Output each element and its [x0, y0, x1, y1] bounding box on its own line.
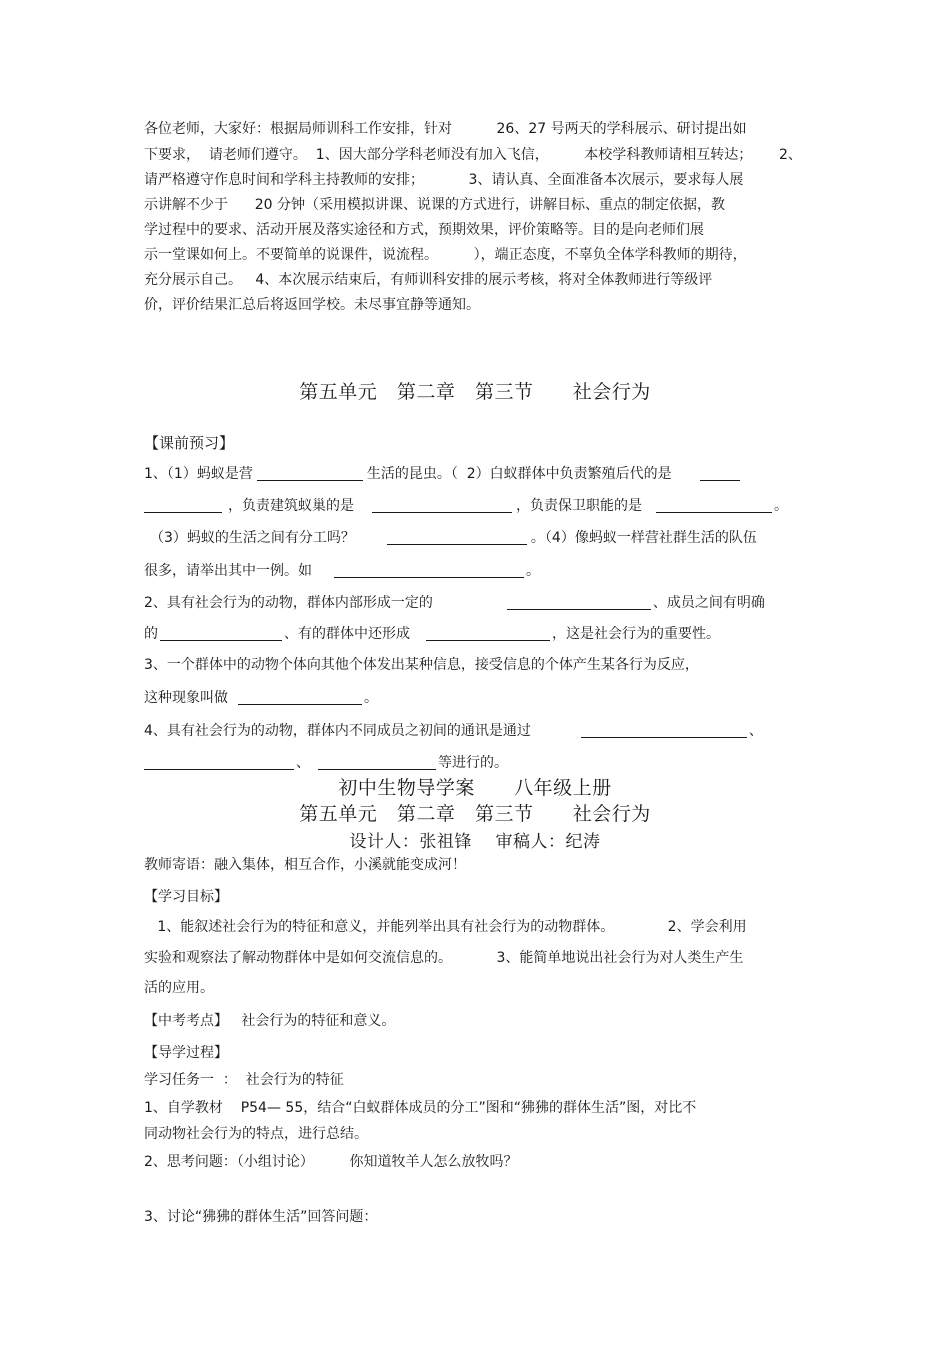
question-1-line-1	[144, 465, 740, 483]
q4-text-c: 、	[296, 755, 310, 771]
q4-text-d: 等进行的。	[438, 755, 508, 771]
q3-text-c: 。	[364, 690, 378, 706]
answer-blank[interactable]	[700, 466, 740, 481]
q1-text-i: 。	[526, 563, 540, 579]
answer-blank[interactable]	[334, 563, 524, 578]
task-1-item-1-cont: 同动物社会行为的特点，进行总结。	[144, 1126, 368, 1142]
q1-text-e: 。	[774, 498, 788, 514]
q2-text-c: 的	[144, 626, 158, 642]
preview-heading: 【课前预习】	[144, 434, 235, 452]
question-4-line-1	[144, 722, 763, 740]
notice-line-3: 请严格遵守作息时间和学科主持教师的安排； 3、请认真、全面准备本次展示，要求每人展	[144, 172, 744, 188]
exam-points: 【中考考点】 社会行为的特征和意义。	[144, 1013, 396, 1029]
answer-blank[interactable]	[144, 498, 222, 513]
book-title: 初中生物导学案 八年级上册	[338, 777, 612, 799]
lesson-title: 第五单元 第二章 第三节 社会行为	[299, 803, 651, 825]
q1-text-f: （3）蚂蚁的生活之间有分工吗？	[150, 530, 355, 546]
answer-blank[interactable]	[372, 498, 512, 513]
notice-line-7: 充分展示自己。 4、本次展示结束后，有师训科安排的展示考核，将对全体教师进行等级评	[144, 272, 713, 288]
goal-line-2: 实验和观察法了解动物群体中是如何交流信息的。 3、能简单地说出社会行为对人类生产生	[144, 950, 744, 966]
question-1-line-3	[150, 529, 757, 547]
question-3-line-2	[144, 689, 378, 707]
task-1-item-1: 1、自学教材 P54— 55，结合“白蚁群体成员的分工”图和“狒狒的群体生活”图，对比不	[144, 1100, 697, 1116]
task-1-item-2: 2、思考问题：（小组讨论） 你知道牧羊人怎么放牧吗？	[144, 1154, 518, 1170]
section-title: 第五单元 第二章 第三节 社会行为	[299, 381, 651, 403]
answer-blank[interactable]	[318, 755, 436, 770]
process-heading: 【导学过程】	[144, 1045, 228, 1061]
q2-text-e: ，这是社会行为的重要性。	[552, 626, 720, 642]
answer-blank[interactable]	[144, 755, 294, 770]
q1-text-g: 。（4）像蚂蚁一样营社群生活的队伍	[530, 530, 757, 546]
teacher-motto: 教师寄语：融入集体，相互合作，小溪就能变成河！	[144, 857, 466, 873]
q2-text-a: 2、具有社会行为的动物，群体内部形成一定的	[144, 595, 433, 611]
notice-line-6: 示一堂课如何上。不要简单的说课件，说流程。 ），端正态度，不辜负全体学科教师的期待，	[144, 247, 747, 263]
notice-line-1: 各位老师，大家好：根据局师训科工作安排，针对 26、27 号两天的学科展示、研讨提出如	[144, 121, 747, 137]
notice-line-8: 价，评价结果汇总后将返回学校。未尽事宜静等通知。	[144, 297, 480, 313]
q4-text-b: 、	[748, 723, 763, 739]
q1-text-d: ，负责保卫职能的是	[516, 498, 642, 514]
answer-blank[interactable]	[257, 466, 363, 481]
question-2-line-2	[144, 625, 720, 643]
notice-line-4: 示讲解不少于 20 分钟（采用模拟讲课、说课的方式进行，讲解目标、重点的制定依据，教	[144, 197, 725, 213]
notice-line-2: 下要求， 请老师们遵守。 1、因大部分学科老师没有加入飞信， 本校学科教师请相互转达； 2、	[144, 147, 802, 163]
task-1-title: 学习任务一 ： 社会行为的特征	[144, 1072, 344, 1088]
answer-blank[interactable]	[656, 498, 772, 513]
q1-text-a: 1、（1）蚂蚁是营	[144, 466, 253, 482]
goal-line-1: 1、能叙述社会行为的特征和意义，并能列举出具有社会行为的动物群体。 2、学会利用	[144, 919, 747, 935]
learning-goals-heading: 【学习目标】	[144, 889, 228, 905]
q2-text-b: 、成员之间有明确	[652, 595, 765, 611]
question-3-line-1: 3、一个群体中的动物个体向其他个体发出某种信息，接受信息的个体产生某各行为反应，	[144, 657, 699, 673]
q2-text-d: 、有的群体中还形成	[284, 626, 410, 642]
q4-text-a: 4、具有社会行为的动物，群体内不同成员之初间的通讯是通过	[144, 723, 531, 739]
q3-text-b: 这种现象叫做	[144, 690, 228, 706]
notice-line-5: 学过程中的要求、活动开展及落实途径和方式，预期效果，评价策略等。目的是向老师们展	[144, 222, 704, 238]
answer-blank[interactable]	[426, 626, 550, 641]
goal-line-3: 活的应用。	[144, 980, 214, 996]
answer-blank[interactable]	[238, 690, 362, 705]
answer-blank[interactable]	[387, 530, 527, 545]
answer-blank[interactable]	[507, 595, 651, 610]
designer-reviewer: 设计人：张祖锋 审稿人：纪涛	[349, 832, 601, 852]
answer-blank[interactable]	[160, 626, 282, 641]
question-4-line-2	[144, 754, 508, 772]
q1-text-h: 很多，请举出其中一例。如	[144, 563, 312, 579]
question-2-line-1	[144, 594, 765, 612]
answer-blank[interactable]	[581, 723, 747, 738]
question-1-line-2	[144, 497, 788, 515]
question-1-line-4	[144, 562, 540, 580]
q1-text-b: 生活的昆虫。（ 2）白蚁群体中负责繁殖后代的是	[366, 466, 672, 482]
task-1-item-3: 3、讨论“狒狒的群体生活”回答问题：	[144, 1209, 378, 1225]
q1-text-c: ，负责建筑蚁巢的是	[228, 498, 354, 514]
